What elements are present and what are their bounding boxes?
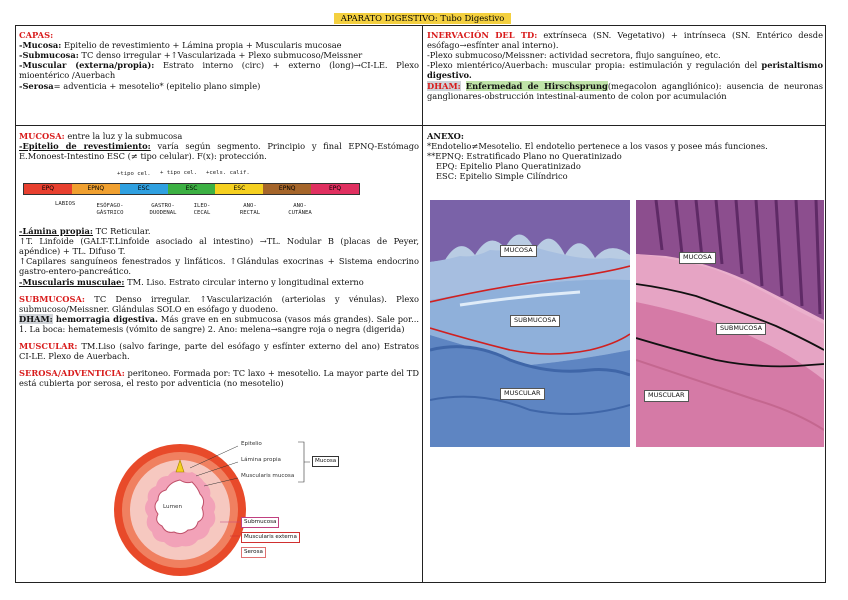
label-muscularis-mucosa: Muscularis mucosa xyxy=(241,473,295,479)
he-label-muscular: MUSCULAR xyxy=(644,390,689,402)
note-ano-cutanea: ANO-CUTÁNEA xyxy=(288,203,312,216)
he-label-mucosa: MUCOSA xyxy=(679,252,716,264)
note-ileo-cecal: ILEO-CECAL xyxy=(193,203,211,216)
trichrome-label-submucosa: SUBMUCOSA xyxy=(510,315,560,327)
mucosa-value: Epitelio de revestimiento + Lámina propia + Muscularis mucosae xyxy=(61,40,342,51)
row-divider xyxy=(15,125,826,126)
anexo-line-1: *Endotelio≠Mesotelio. El endotelio pertenece a los vasos y posee más funciones. xyxy=(427,141,768,152)
label-epitelio: Epitelio xyxy=(241,441,262,447)
lamina-capilares: ↑Capilares sanguíneos fenestrados y linfáticos. ↑Glándulas exocrinas + Sistema endocrino gastro-entero-pancreático. xyxy=(19,256,419,277)
submucosa-value: TC denso irregular +↑Vascularizada + Plexo submucoso/Meissner xyxy=(78,50,363,61)
note-ano-rectal: ANO-RECTAL xyxy=(239,203,261,216)
label-mucosa-group: Mucosa xyxy=(312,456,339,467)
mucosa-text: entre la luz y la submucosa xyxy=(64,131,183,141)
hirschsprung-title: Enfermedad de Hirschsprung xyxy=(465,80,608,91)
hemorragia-text: Más grave en en submucosa (vasos más grandes). Sale por... 1. La boca: hematemesis (vómito de sangre) 2. Ano: melena→sangre roja o negra (digerida) xyxy=(19,313,419,334)
note-labios: LABIOS xyxy=(55,201,76,207)
muscular-text: TM.Liso (salvo faringe, parte del esófago y esfínter externo del ano) Estratos CI-LE. Plexo de Auerbach. xyxy=(19,341,419,362)
histology-image-trichrome xyxy=(430,200,630,447)
epitelio-value: varía según segmento. Principio y final EPNQ-Estómago E.Monoest-Intestino ESC (≠ tipo celular). F(x): protección. xyxy=(19,141,420,162)
muscularis-key: -Muscularis musculae: xyxy=(19,276,125,287)
segment-epq-start: EPQ xyxy=(24,184,72,194)
inervacion-section xyxy=(427,30,823,101)
inervacion-heading: INERVACIÓN DEL TD: xyxy=(427,30,538,40)
capas-heading: CAPAS: xyxy=(19,30,54,40)
inervacion-intro: extrínseca (SN. Vegetativo) + intrínseca (SN. Entérico desde esófago→esfínter anal interno). xyxy=(427,30,824,51)
plexo-submucoso-line: -Plexo submucoso/Meissner: actividad secretora, flujo sanguíneo, etc. xyxy=(427,50,721,61)
segment-esc-3: ESC xyxy=(215,184,263,194)
histology-image-he xyxy=(636,200,824,447)
segment-esc-1: ESC xyxy=(120,184,168,194)
mucosa-key: -Mucosa: xyxy=(19,40,62,51)
serosa-key: -Serosa xyxy=(19,80,54,91)
serosa-text: peritoneo. Formada por: TC laxo + mesotelio. La mayor parte del TD está cubierta por serosa, el resto por adventicia (no mesotelio) xyxy=(19,368,419,389)
submucosa-text: TC Denso irregular. ↑Vascularización (arteriolas y vénulas). Plexo submucoso/Meissner. Glándulas SOLO en esófago y duodeno. xyxy=(19,293,419,314)
anexo-line-2: **EPNQ: Estratificado Plano no Queratinizado xyxy=(427,151,622,162)
lamina-linfoide: ↑T. Linfoide (GALT-T.Linfoide asociado al intestino) →TL. Nodular B (placas de Peyer, apéndice) + TL. Difuso T. xyxy=(19,236,419,257)
plexo-mienterico-line: -Plexo mientérico/Auerbach: muscular propia: estimulación y regulación del xyxy=(427,60,762,71)
cross-section-diagram xyxy=(100,430,340,582)
note-above-1: +tipo cel. xyxy=(117,171,151,177)
dham-label: DHAM: xyxy=(427,80,461,91)
muscularis-value: TM. Liso. Estrato circular interno y longitudinal externo xyxy=(124,276,364,287)
muscular-value: Estrato interno (circ) + externo (long)→CI-LE. Plexo mioentérico /Auerbach xyxy=(19,60,419,81)
muscular-key: -Muscular (externa/propia): xyxy=(19,60,155,71)
epitelio-key: -Epitelio de revestimiento: xyxy=(19,141,151,152)
submucosa-key: -Submucosa: xyxy=(19,50,79,61)
submucosa-heading: SUBMUCOSA: xyxy=(19,293,85,304)
peristaltismo-text: peristaltismo digestivo. xyxy=(427,60,823,81)
he-label-submucosa: SUBMUCOSA xyxy=(716,323,766,335)
lamina-value: TC Reticular. xyxy=(92,226,151,236)
capas-section xyxy=(19,30,419,91)
anexo-section xyxy=(427,131,823,182)
trichrome-label-muscular: MUSCULAR xyxy=(500,388,545,400)
mucosa-section xyxy=(19,131,419,161)
lumen-label: Lumen xyxy=(163,504,182,510)
segment-esc-2: ESC xyxy=(168,184,216,194)
submucosa-dham-label: DHAM: xyxy=(19,313,53,324)
page-title: APARATO DIGESTIVO: Tubo Digestivo xyxy=(334,13,511,24)
box-muscularis-externa: Muscularis externa xyxy=(241,532,300,543)
note-above-2: + tipo cel. xyxy=(160,170,198,176)
segment-epq-end: EPQ xyxy=(311,184,359,194)
note-above-3: +cels. calif. xyxy=(206,170,250,176)
note-esofago-gastrico: ESÓFAGO-GÁSTRICO xyxy=(96,203,124,216)
anexo-heading: ANEXO: xyxy=(427,131,464,141)
segment-epnq-1: EPNQ xyxy=(72,184,120,194)
box-serosa: Serosa xyxy=(241,547,266,558)
mucosa-heading: MUCOSA: xyxy=(19,131,65,141)
serosa-heading: SEROSA/ADVENTICIA: xyxy=(19,368,125,379)
segment-epnq-2: EPNQ xyxy=(263,184,311,194)
epithelium-segment-bar xyxy=(23,183,360,195)
lamina-key: -Lámina propia: xyxy=(19,226,93,236)
note-gastro-duodenal: GASTRO-DUODENAL xyxy=(149,203,177,216)
anexo-line-3: EPQ: Epitelio Plano Queratinizado xyxy=(436,161,581,172)
muscular-heading: MUSCULAR: xyxy=(19,341,78,352)
hirschsprung-text: (megacolon agangliónico): ausencia de neuronas ganglionares-obstrucción intestinal-aumento de colon por acumulación xyxy=(427,80,824,101)
serosa-value: = adventicia + mesotelio* (epitelio plano simple) xyxy=(53,80,261,91)
label-lamina-propia: Lámina propia xyxy=(241,457,281,463)
trichrome-label-mucosa: MUCOSA xyxy=(500,245,537,257)
anexo-line-4: ESC: Epitelio Simple Cilíndrico xyxy=(436,171,568,182)
column-divider xyxy=(422,25,423,583)
mucosa-brace xyxy=(298,442,310,482)
box-submucosa: Submucosa xyxy=(241,517,279,528)
lamina-section xyxy=(19,226,419,389)
hemorragia-title: hemorragia digestiva. xyxy=(52,313,158,324)
